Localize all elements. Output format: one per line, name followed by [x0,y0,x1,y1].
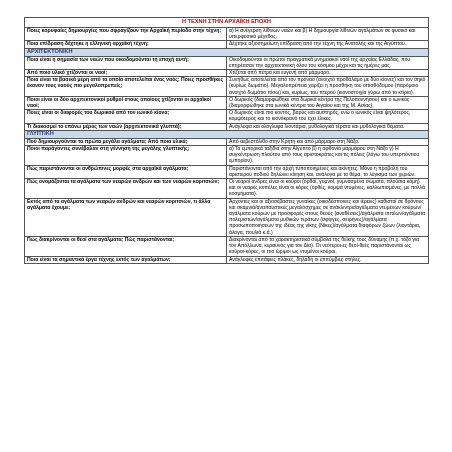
question-cell: Ποια είναι η σημασία των ναών που οικοδομούνται τη εποχή αυτή; [25,56,227,69]
question-cell: Ποια επίδραση δέχτηκε η ελληνική αρχαϊκή τέχνη; [25,41,227,48]
question-cell: Τι διακοσμεί το επάνω μέρος των ναών (αρχιτεκτονικά γλυπτά); [25,123,227,130]
question-cell: Πώς παριστάνονται οι ανθρώπινες μορφές στα αρχαϊκά αγάλματα; [25,165,227,178]
question-cell: Από ποιο υλικό χτίζονται οι ναοί; [25,70,227,77]
question-cell: Ποιες είναι οι διαφορές του δωρικού από τον ιωνικό κίονα; [25,110,227,123]
answer-cell: Οικοδομούνται οι πρώτοι πραγματικά μνημειακοί ναοί της αρχαίας Ελλάδας, που επηρέασαν την αρχιτεκτονική όλου του κόσμου μέχρι και τις ημέρες μας. [227,56,429,69]
answer-cell: Ανάγλυφα και ολόγλυφα λιοντάρια, μυθολογικά τέρατα και μυθολογικά θέματα. [227,123,429,130]
sculpture-qa-row [25,256,429,263]
section-heading-architecture: ΑΡΧΙΤΕΚΤΟΝΙΚΗ [25,48,429,56]
intro-qa-row [25,41,429,48]
answer-cell: Ανάγλυφες επιτάφιες πλάκες, δηλαδή οι επιτύμβιες στήλες. [227,256,429,263]
answer-cell: Από αεβεστόλιθο στην Κρήτη και από μάρμαρο στη Νάξο. [227,138,429,145]
architecture-qa-row [25,77,429,97]
section-heading-architecture-row [25,48,429,56]
architecture-qa-row [25,56,429,69]
answer-cell: Δέχτηκε αξιοσημείωτη επίδραση από την τέχνη της Ανατολής και της Αιγύπτου. [227,41,429,48]
sculpture-qa-row [25,165,429,178]
question-cell: Ποια είναι τα βασικά μέρη από τα οποία αποτελείται ένας ναός; Ποιες προσθήκες έκαναν τους ναούς πιο μεγαλοπρεπείς; [25,77,227,97]
answer-cell: Παριστάνονται από την αρχή τυποποιημένες και ακίνητες. Μόνο η προβολή του αριστερού ποδιού δηλώνει κίνηση και, ανάλογα με το θέμα, το λύγισμα των χεριών. [227,165,429,178]
answer-cell: α) Η ανέγερση λίθινων ναών και β) Η δημιουργία λίθινων αγαλμάτων σε φυσικό και υπερφυσικό μέγεθος. [227,28,429,41]
document-title-row [25,18,429,28]
answer-cell: Άρχοντες και οι αξιοσέβαστες γυναίκες (οικοδέσποινες και ιέρειες) καθιστοί σε θρόνους και σκαμνιά/αναπαυστικές μεγαλόσχημες σε ανάκλιντρα/αγάλματα ντυμένων κούρων/αγάλματα κούρων με προσφορές στους θεούς (αναθέσεις)/αγάλματα ιππέων/αγάλματα πολεμιστών/αγάλματα μυθικών τεράτων (σφίγγες, σειρήνες)/αγάλματα προσωποποιήσεων της ιδέας της νίκης (Νίκες)/αγάλματα διαφόρων ζώων (λιοντάρια, άλογα, πουλιά κ.ά.) [227,198,429,236]
sculpture-qa-row [25,146,429,166]
qa-table [24,17,429,264]
question-cell: Πώς διακρίνονται οι θεοί στα αγάλματα; Πώς παριστάνονται; [25,236,227,256]
architecture-qa-row [25,70,429,77]
intro-qa-row [25,28,429,41]
question-cell: Πού δημιουργούνται τα πρώτα μεγάλα αγάλματα; Από ποια υλικά; [25,138,227,145]
answer-cell: Ο δωρικός (διαμορφώθηκε στα δωρικά κέντρα της Πελοποννήσου) και ο ιωνικός (διαμορφώθηκε στα ιωνικά κέντρα του Αιγαίου και της Μ. Ασίας). [227,96,429,109]
answer-cell: Διακρίνονται από τα χαρακτηριστικά σύμβολα της θεϊκής τους δύναμης (π.χ. τόξο για τον Απόλλωνα, κεραυνός για τον Δία). Οι νεότεροι-ες θεοί-θεές παριστάνονται ως κούροι-κόρες, οι πιο ώριμοι ως ντυμένοι κούροι. [227,236,429,256]
document-title: Η ΤΕΧΝΗ ΣΤΗΝ ΑΡΧΑΪΚΗ ΕΠΟΧΗ [25,18,429,28]
answer-cell: Χτίζεται από πέτρα και ευγενή από μάρμαρο. [227,70,429,77]
answer-cell: Συνήθως αποτελείται από τον πρόναο (ανοιχτό προθάλαμο με δύο κίονες) και τον σηκό (κυρίως δωμάτιο). Μεγαλοπρέπεια χαρίζει η προσθήκη του οπισθόδομου (παρόμοιο ανοιχτό δωμάτιο πίσω) και, κυρίως, του πτερού (κιονοστοιχία γύρω από το κτίριο). [227,77,429,97]
question-cell: Εκτός από τα αγάλματα των νεαρών ανδρών και νεαρών κοριτσιών, τι άλλα αγάλματα έχουμε; [25,198,227,236]
architecture-qa-row [25,96,429,109]
section-heading-sculpture: ΓΛΥΠΤΙΚΗ [25,130,429,138]
question-cell: Ποιοι παράγοντες συνέβαλαν στη γέννηση της μεγάλης γλυπτικής; [25,146,227,166]
answer-cell: α) Τα εμπορικά ταξίδια στην Αίγυπτο β) η αφθονία μαρμάρου στη Νάξο γ) Η συγκέντρωση πλούτου από τους αριστοκράτες και τις πόλεις (λόγω του υπερπόντιου εμπορίου). [227,146,429,166]
answer-cell: Ο δωρικός είναι πιο κοντός, βαρύς και αυστηρός, ενώ ο ιωνικός είναι ψηλότερος, κομψότερος και το κιονόκρανό του έχει έλικες. [227,110,429,123]
architecture-qa-row [25,110,429,123]
question-cell: Ποια είναι τα σημαντικά έργα τέχνης εκτός των αγαλμάτων; [25,256,227,263]
question-cell: Ποιες κορυφαίες δημιουργίες που σφραγίζουν την Αρχαϊκή περίοδο στην τέχνη; [25,28,227,41]
section-heading-sculpture-row [25,130,429,138]
question-cell: Ποιοι είναι οι δύο αρχιτεκτονικοί ρυθμοί στους οποίους χτίζονται οι αρχαϊκοί ναοί; [25,96,227,109]
answer-cell: Οι νεαροί άνδρες είναι οι κούροι (ορθοί, γυμνοί, γυμνασμένα σώματα, πλούσια κόμη) και οι νεαρές κοπέλες είναι οι κόρες (ορθές, κομψά ντυμένες, καλλωπισμένες, με πολλά κοσμήματα). [227,179,429,199]
sculpture-qa-row [25,236,429,256]
document [24,17,429,264]
question-cell: Πώς ονομάζονται τα αγάλματα των νεαρών ανδρών και των νεαρών κοριτσιών; [25,179,227,199]
sculpture-qa-row [25,198,429,236]
sculpture-qa-row [25,179,429,199]
sculpture-qa-row [25,138,429,145]
architecture-qa-row [25,123,429,130]
